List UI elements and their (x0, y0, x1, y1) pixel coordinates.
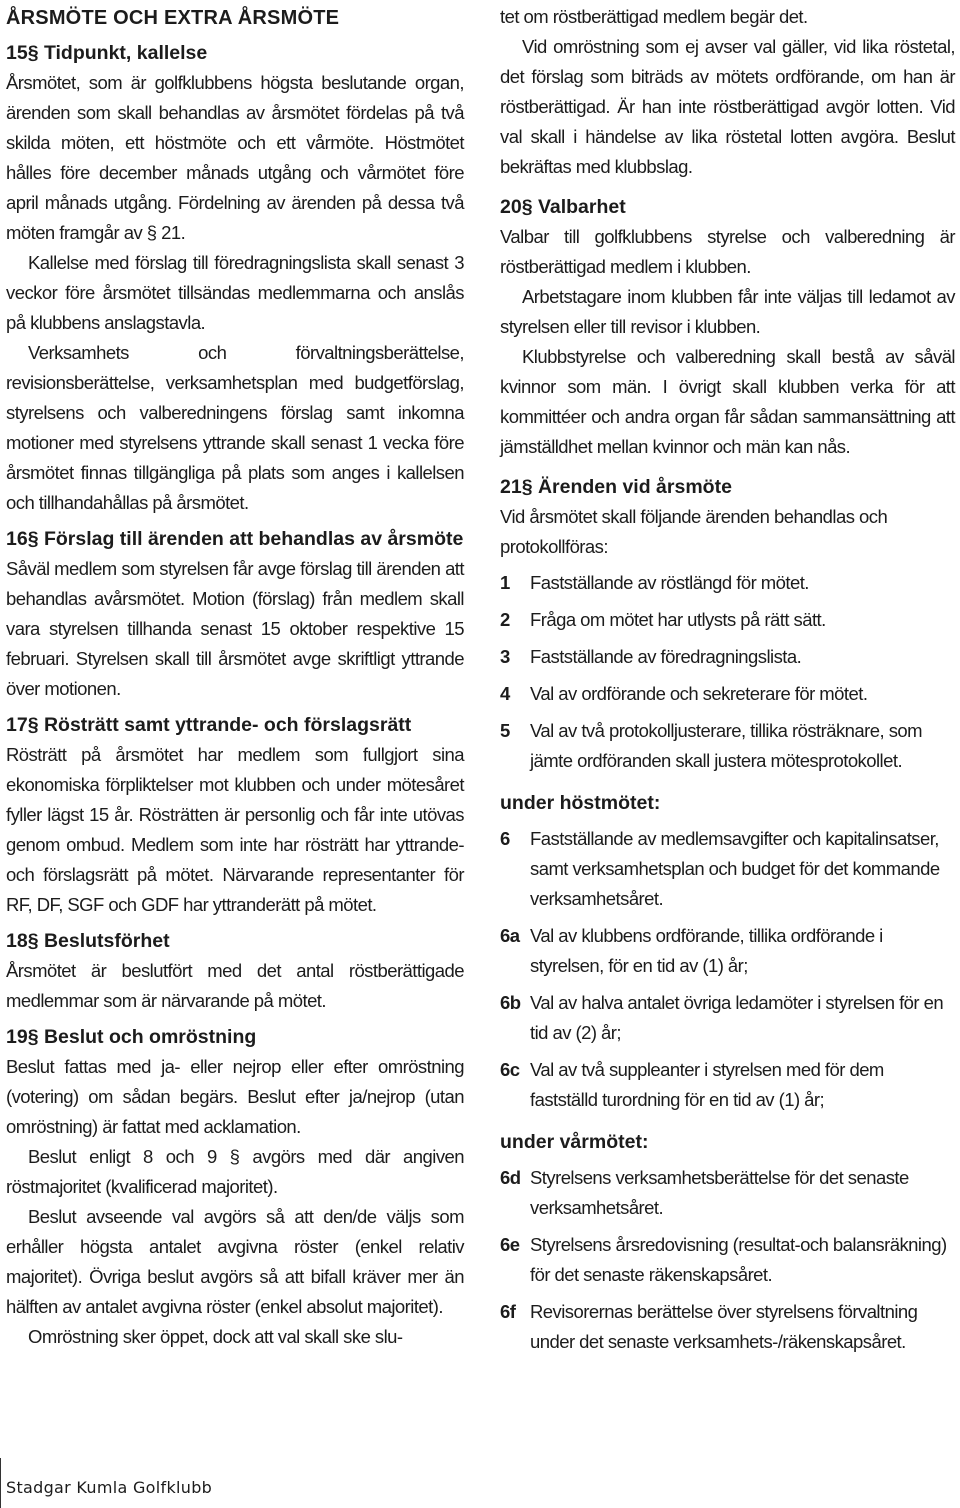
section-17-paragraph-1: Rösträtt på årsmötet har medlem som fullgjort sina ekonomiska förpliktelser mot klubben och under mötesåret fyller lägst 15 år. Rösträtten är personlig och får inte utövas genom ombud. Medlem som inte har rösträtt har yttrande- och förslagsrätt på mötet. Närvarande representanter för RF, DF, SGF och GDF har yttranderätt på mötet. (6, 744, 464, 915)
item-text: Val av två protokolljusterare, tillika rösträknare, som jämte ordföranden skall justera mötesprotokollet. (530, 720, 922, 771)
page-footer (0, 1458, 212, 1508)
list-item (500, 605, 955, 635)
section-19-paragraph-2: Beslut enligt 8 och 9 § avgörs med där angiven röstmajoritet (kvalificerad majoritet). (6, 1146, 464, 1197)
list-item (500, 921, 955, 981)
agenda-list-general (500, 568, 955, 776)
item-text: Styrelsens årsredovisning (resultat-och balansräkning) för det senaste räkenskapsåret. (530, 1234, 947, 1285)
section-15-paragraph-2: Kallelse med förslag till föredragningslista skall senast 3 veckor före årsmötet tillsändas medlemmarna och anslås på klubbens anslagstavla. (6, 252, 464, 333)
list-item (500, 642, 955, 672)
section-19-paragraph-4: Omröstning sker öppet, dock att val skall ske slu- (28, 1326, 403, 1347)
section-20-paragraph-2: Arbetstagare inom klubben får inte väljas till ledamot av styrelsen eller till revisor i klubben. (500, 286, 955, 337)
list-item (500, 1230, 955, 1290)
section-19-continued: tet om röstberättigad medlem begär det. (500, 6, 808, 27)
item-text: Styrelsens verksamhetsberättelse för det senaste verksamhetsåret. (530, 1167, 909, 1218)
item-number: 1 (500, 572, 510, 593)
section-20-paragraph-1: Valbar till golfklubbens styrelse och valberedning är röstberättigad medlem i klubben. (500, 226, 955, 277)
section-18-title: 18§ Beslutsförhet (6, 930, 170, 952)
list-item (500, 716, 955, 776)
item-number: 4 (500, 683, 510, 704)
item-text: Val av halva antalet övriga ledamöter i styrelsen för en tid av (2) år; (530, 992, 944, 1043)
item-number: 6a (500, 925, 520, 946)
section-19-paragraph-3: Beslut avseende val avgörs så att den/de väljs som erhåller högsta antalet avgivna röster (enkel relativ majoritet). Övriga beslut avgörs så att bifall kräver mer än hälften av antalet avgivna röster (enkel absolut majoritet). (6, 1206, 464, 1317)
section-19-paragraph-5: Vid omröstning som ej avser val gäller, vid lika röstetal, det förslag som biträds av mötets ordförande, om han är röstberättigad. Är han inte röstberättigad avgör lotten. Vid val skall i händelse av lika röstetal lotten avgöra. Beslut bekräftas med klubbslag. (500, 36, 955, 177)
item-number: 5 (500, 720, 510, 741)
section-18-paragraph-1: Årsmötet är beslutfört med det antal röstberättigade medlemmar som är närvarande på mötet. (6, 960, 464, 1011)
item-text: Fastställande av föredragningslista. (530, 646, 802, 667)
item-number: 6b (500, 992, 521, 1013)
agenda-list-spring (500, 1163, 955, 1357)
section-19-paragraph-1: Beslut fattas med ja- eller nejrop eller efter omröstning (votering) om sådan begärs. Beslut efter ja/nejrop (utan omröstning) är fattat med acklamation. (6, 1056, 464, 1137)
item-number: 2 (500, 609, 510, 630)
agenda-list-autumn (500, 824, 955, 1115)
item-text: Revisorernas berättelse över styrelsens förvaltning under det senaste verksamhets-/räkenskapsåret. (530, 1301, 918, 1352)
item-number: 6d (500, 1167, 521, 1188)
item-text: Fastställande av röstlängd för mötet. (530, 572, 809, 593)
subheading-varmotet: under vårmötet: (500, 1131, 649, 1153)
section-16-paragraph-1: Såväl medlem som styrelsen får avge förslag till ärenden att behandlas avårsmötet. Motion (förslag) från medlem skall vara styrelsen tillhanda senast 15 oktober respektive 15 februari. Styrelsen skall till årsmötet avge skriftligt yttrande över motionen. (6, 558, 464, 699)
section-16-title: 16§ Förslag till ärenden att behandlas av årsmöte (6, 528, 464, 550)
section-17-title: 17§ Rösträtt samt yttrande- och förslagsrätt (6, 714, 412, 736)
section-19-title: 19§ Beslut och omröstning (6, 1026, 257, 1048)
left-column (6, 0, 464, 1352)
list-item (500, 568, 955, 598)
list-item (500, 679, 955, 709)
item-number: 6f (500, 1301, 516, 1322)
section-20-paragraph-3: Klubbstyrelse och valberedning skall bestå av såväl kvinnor som män. I övrigt skall klubben verka för att kommittéer och andra organ får sådan sammansättning att jämställdhet mellan kvinnor och män kan nås. (500, 346, 955, 457)
item-number: 6c (500, 1059, 520, 1080)
right-column (500, 0, 955, 1364)
list-item (500, 824, 955, 914)
item-number: 6 (500, 828, 510, 849)
list-item (500, 1055, 955, 1115)
section-21-paragraph-1: Vid årsmötet skall följande ärenden behandlas och protokollföras: (500, 506, 888, 557)
item-text: Fastställande av medlemsavgifter och kapitalinsatser, samt verksamhetsplan och budget för det kommande verksamhetsåret. (530, 828, 940, 909)
section-20-title: 20§ Valbarhet (500, 196, 626, 218)
subheading-hostmotet: under höstmötet: (500, 792, 661, 814)
page-title: ÅRSMÖTE OCH EXTRA ÅRSMÖTE (6, 7, 340, 29)
item-number: 6e (500, 1234, 520, 1255)
item-number: 3 (500, 646, 510, 667)
footer-text: Stadgar Kumla Golfklubb (6, 1478, 213, 1497)
section-21-title: 21§ Ärenden vid årsmöte (500, 476, 732, 498)
item-text: Val av ordförande och sekreterare för mötet. (530, 683, 868, 704)
section-15-title: 15§ Tidpunkt, kallelse (6, 42, 208, 64)
section-15-paragraph-3: Verksamhets och förvaltningsberättelse, revisionsberättelse, verksamhetsplan med budgetförslag, styrelsens och valberedningens förslag samt inkomna motioner med styrelsens yttrande skall senast 1 vecka före årsmötet finnas tillgängliga på plats som anges i kallelsen och tillhandahållas på årsmötet. (6, 342, 464, 513)
item-text: Val av klubbens ordförande, tillika ordförande i styrelsen, för en tid av (1) år; (530, 925, 883, 976)
section-15-paragraph-1: Årsmötet, som är golfklubbens högsta beslutande organ, ärenden som skall behandlas av årsmötet fördelas på två skilda möten, ett höstmöte och ett vårmöte. Höstmötet hålles före december månads utgång och vårmötet före april månads utgång. Fördelning av ärenden på dessa två möten framgår av § 21. (6, 72, 464, 243)
list-item (500, 988, 955, 1048)
item-text: Fråga om mötet har utlysts på rätt sätt. (530, 609, 826, 630)
list-item (500, 1163, 955, 1223)
item-text: Val av två suppleanter i styrelsen med för dem fastställd turordning för en tid av (1) år; (530, 1059, 884, 1110)
list-item (500, 1297, 955, 1357)
